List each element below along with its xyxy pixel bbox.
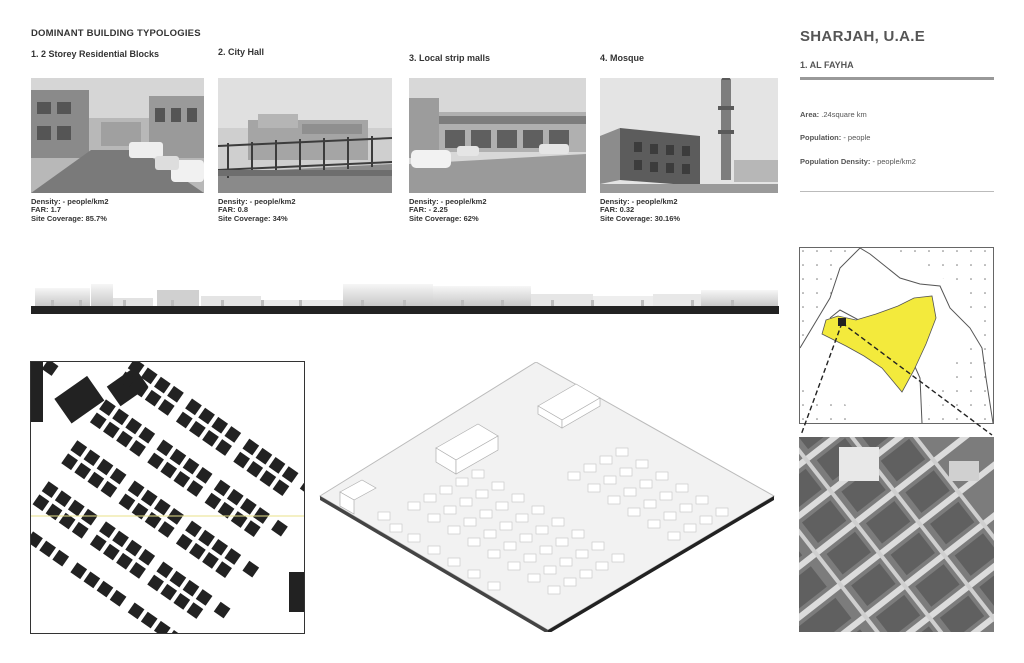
typology-4-coverage: Site Coverage: 30.16% — [600, 213, 681, 223]
population-info — [800, 133, 870, 142]
isometric-massing-model — [318, 362, 776, 632]
divider-thin — [800, 191, 994, 192]
satellite-image — [799, 437, 994, 632]
street-elevation — [31, 282, 779, 316]
typology-1-photo — [31, 78, 204, 193]
population-density-value: - people/km2 — [870, 157, 916, 166]
divider-thick — [800, 77, 994, 80]
typology-3-title: 3. Local strip malls — [409, 53, 491, 63]
population-density-info — [800, 157, 916, 166]
typology-4-stats — [600, 198, 680, 223]
area-value: .24square km — [819, 110, 867, 119]
typology-2-title: 2. City Hall — [218, 47, 265, 57]
typology-1-stats — [31, 198, 109, 223]
typology-1-title: 1. 2 Storey Residential Blocks — [31, 49, 160, 59]
typology-3-density: Density: - people/km2 — [409, 197, 487, 206]
typology-2-coverage: Site Coverage: 34% — [218, 213, 288, 223]
typology-1-coverage: Site Coverage: 85.7% — [31, 213, 107, 223]
city-title: SHARJAH, U.A.E — [800, 28, 926, 45]
map-connector-lines — [799, 247, 1009, 447]
figure-ground-plan — [30, 361, 305, 634]
typology-1-far: FAR: 1.7 — [31, 205, 62, 215]
population-density-label: Population Density: — [800, 157, 871, 166]
typology-3-photo — [409, 78, 586, 193]
typology-4-title: 4. Mosque — [600, 53, 645, 63]
district-title: 1. AL FAYHA — [800, 60, 854, 70]
typology-4-photo — [600, 78, 778, 193]
typology-2-stats — [218, 198, 296, 223]
typology-2-far: FAR: 0.8 — [218, 205, 249, 215]
area-info — [800, 110, 867, 119]
population-label: Population: — [800, 133, 842, 142]
typology-2-density: Density: - people/km2 — [218, 197, 296, 206]
population-value: - people — [841, 133, 871, 142]
area-label: Area: — [800, 110, 820, 119]
typology-4-far: FAR: 0.32 — [600, 205, 635, 215]
typology-3-stats — [409, 198, 487, 223]
typology-3-coverage: Site Coverage: 62% — [409, 213, 479, 223]
typology-3-far: FAR: - 2.25 — [409, 205, 448, 215]
typology-2-photo — [218, 78, 392, 193]
typology-1-density: Density: - people/km2 — [31, 197, 109, 206]
section-title: DOMINANT BUILDING TYPOLOGIES — [31, 28, 201, 39]
typology-4-density: Density: - people/km2 — [600, 197, 678, 206]
